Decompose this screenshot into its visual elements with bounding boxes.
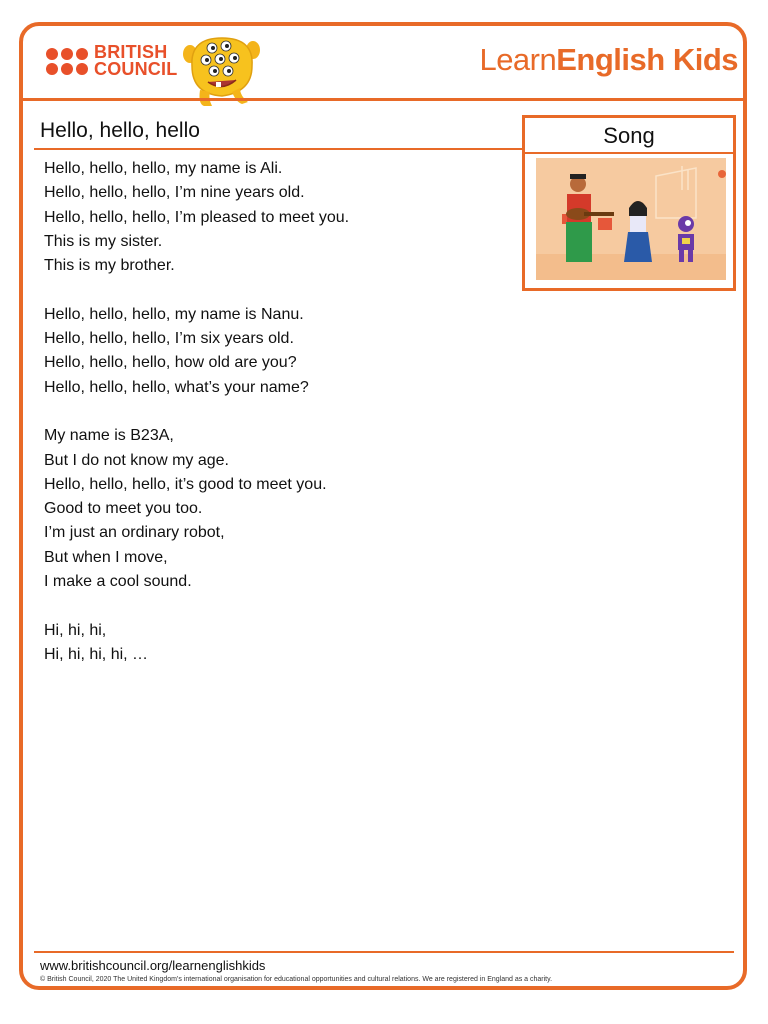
- lyric-line: Hi, hi, hi,: [44, 621, 107, 639]
- song-lyrics: [44, 157, 349, 692]
- lyric-line: Hello, hello, hello, it’s good to meet you.: [44, 475, 327, 493]
- lyric-line: Good to meet you too.: [44, 500, 203, 518]
- lyric-line: This is my brother.: [44, 257, 175, 275]
- british-council-wordmark: [94, 44, 177, 78]
- lyrics-stanza: [44, 303, 349, 400]
- footer-divider: [34, 951, 734, 953]
- lyric-line: Hello, hello, hello, how old are you?: [44, 354, 297, 372]
- footer-copyright: © British Council, 2020 The United Kingdom’s international organisation for educational opportunities and cultural relations. We are registered in England as a charity.: [40, 976, 553, 983]
- header-divider: [23, 98, 745, 101]
- category-divider: [525, 152, 733, 154]
- monster-mascot-icon: [178, 32, 264, 108]
- lyric-line: But when I move,: [44, 548, 168, 566]
- song-category-box: [522, 115, 736, 291]
- song-illustration-icon: [536, 158, 726, 280]
- category-label: Song: [603, 123, 655, 148]
- org-line-1: BRITISH: [94, 42, 168, 62]
- lyric-line: Hello, hello, hello, I’m pleased to meet you.: [44, 208, 350, 226]
- lyrics-stanza: [44, 157, 349, 278]
- learnenglish-kids-logo[interactable]: [479, 42, 738, 78]
- lyric-line: Hello, hello, hello, I’m six years old.: [44, 330, 294, 348]
- lyric-line: Hello, hello, hello, what’s your name?: [44, 378, 309, 396]
- title-divider: [34, 148, 522, 150]
- lyrics-stanza: [44, 424, 349, 594]
- lyric-line: I make a cool sound.: [44, 573, 192, 591]
- lyric-line: Hello, hello, hello, my name is Ali.: [44, 160, 283, 177]
- lyric-line: I’m just an ordinary robot,: [44, 524, 225, 542]
- lyric-line: But I do not know my age.: [44, 451, 229, 469]
- org-line-2: COUNCIL: [94, 59, 178, 79]
- brand-learn: Learn: [479, 42, 557, 77]
- footer-website-link[interactable]: www.britishcouncil.org/learnenglishkids: [40, 958, 266, 973]
- worksheet-title: Hello, hello, hello: [40, 119, 200, 142]
- brand-kids: Kids: [664, 42, 738, 77]
- lyric-line: This is my sister.: [44, 232, 163, 250]
- lyric-line: Hello, hello, hello, I’m nine years old.: [44, 184, 305, 202]
- lyric-line: Hi, hi, hi, hi, …: [44, 645, 149, 663]
- british-council-dots-icon: [46, 48, 88, 75]
- brand-english: English: [556, 42, 665, 77]
- lyric-line: Hello, hello, hello, my name is Nanu.: [44, 305, 304, 323]
- lyrics-stanza: [44, 619, 349, 668]
- lyric-line: My name is B23A,: [44, 427, 174, 445]
- british-council-logo[interactable]: [46, 44, 177, 78]
